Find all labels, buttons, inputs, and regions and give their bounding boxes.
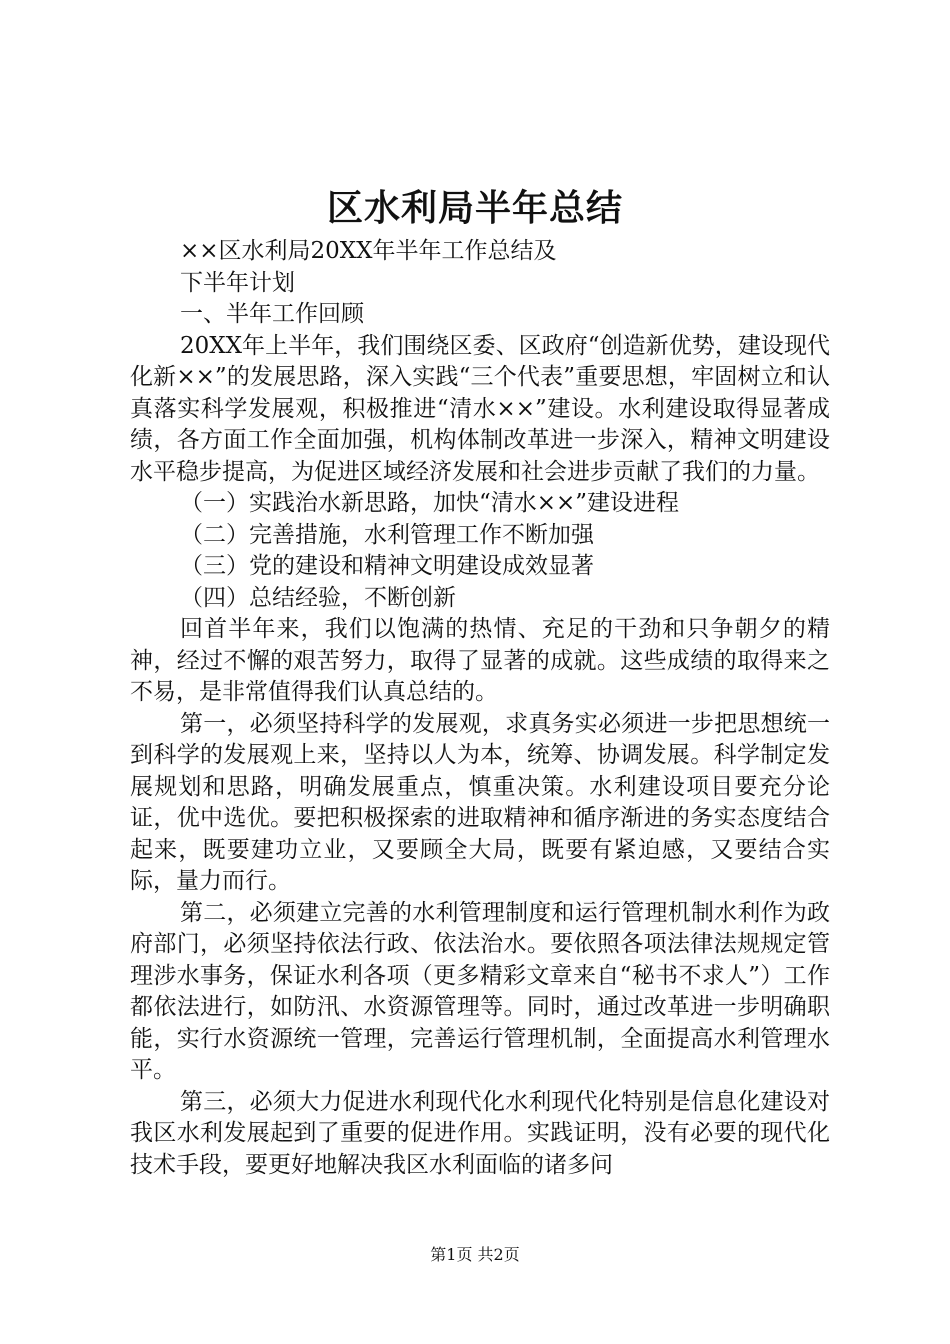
list-item-1: （一）实践治水新思路，加快“清水××”建设进程 <box>180 490 680 516</box>
paragraph-second: 第二，必须建立完善的水利管理制度和运行管理机制水利作为政府部门，必须坚持依法行政、依法治水。要依照各项法律法规规定管理涉水事务，保证水利各项（更多精彩文章来自“秘书不求人”）工作都依法进行，如防汛、水资源管理等。同时，通过改革进一步明确职能，实行水资源统一管理，完善运行管理机制，全面提高水利管理水平。 <box>130 899 830 1083</box>
list-item-3: （三）党的建设和精神文明建设成效显著 <box>180 553 594 579</box>
list-item-4: （四）总结经验，不断创新 <box>180 584 456 611</box>
subtitle-line-1: ××区水利局20XX年半年工作总结及 <box>180 238 557 264</box>
paragraph-third: 第三，必须大力促进水利现代化水利现代化特别是信息化建设对我区水利发展起到了重要的促进作用。实践证明，没有必要的现代化技术手段，要更好地解决我区水利面临的诸多问 <box>130 1088 830 1178</box>
document-body <box>130 236 830 1181</box>
document-title: 区水利局半年总结 <box>326 187 623 229</box>
list-item-2: （二）完善措施，水利管理工作不断加强 <box>180 521 594 548</box>
paragraph-first: 第一，必须坚持科学的发展观，求真务实必须进一步把思想统一到科学的发展观上来，坚持以人为本，统筹、协调发展。科学制定发展规划和思路，明确发展重点，慎重决策。水利建设项目要充分论证，优中选优。要把积极探索的进取精神和循序渐进的务实态度结合起来，既要建功立业，又要顾全大局，既要有紧迫感，又要结合实际，量力而行。 <box>130 710 830 894</box>
paragraph-retrospect: 回首半年来，我们以饱满的热情、充足的干劲和只争朝夕的精神，经过不懈的艰苦努力，取得了显著的成就。这些成绩的取得来之不易，是非常值得我们认真总结的。 <box>130 616 830 705</box>
subtitle-line-2: 下半年计划 <box>180 269 295 296</box>
page-footer: 第1页 共2页 <box>430 1245 520 1264</box>
paragraph-overview: 20XX年上半年，我们围绕区委、区政府“创造新优势，建设现代化新××”的发展思路，深入实践“三个代表”重要思想，牢固树立和认真落实科学发展观，积极推进“清水××”建设。水利建设取得显著成绩，各方面工作全面加强，机构体制改革进一步深入，精神文明建设水平稳步提高，为促进区域经济发展和社会进步贡献了我们的力量。 <box>130 332 830 485</box>
section-heading-review: 一、半年工作回顾 <box>180 301 364 327</box>
